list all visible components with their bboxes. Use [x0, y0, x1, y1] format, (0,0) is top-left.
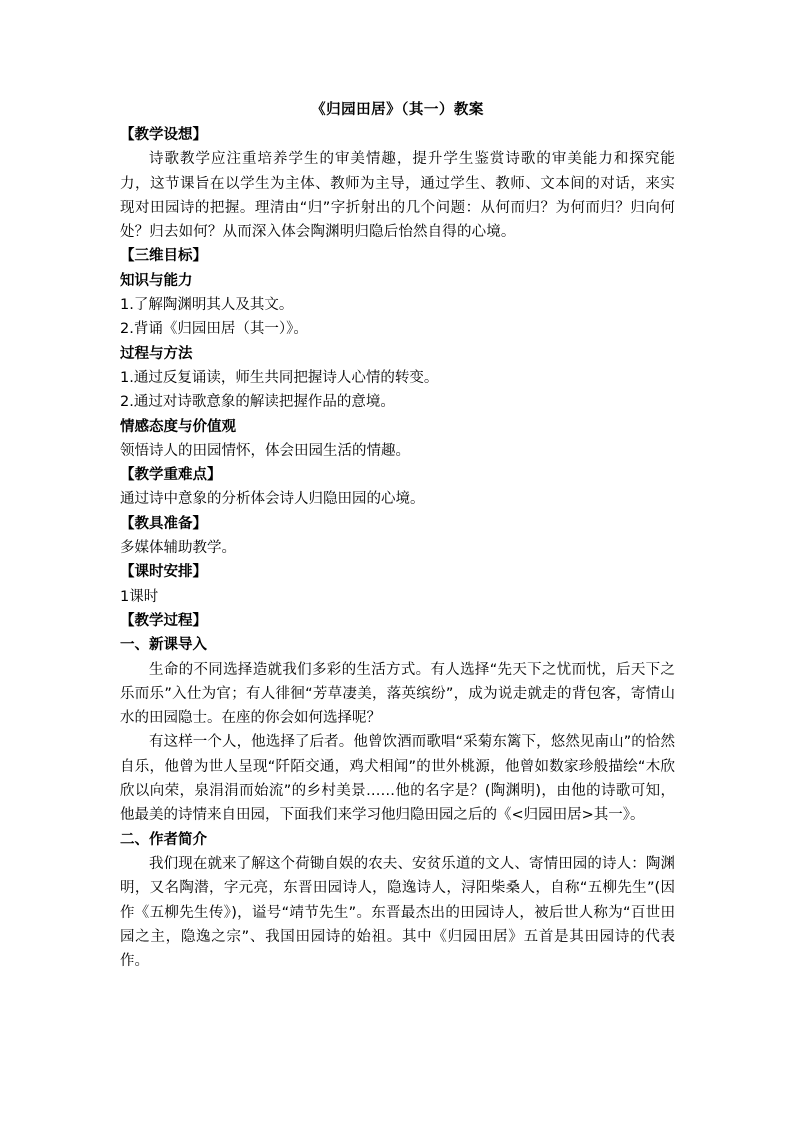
paragraph-intro-1: 生命的不同选择造就我们多彩的生活方式。有人选择“先天下之忧而忧，后天下之乐而乐”入仕为官；有人徘徊“芳草凄美，落英缤纷”，成为说走就走的背包客，寄情山水的田园隐士。在座的你会如何选择呢？ — [120, 661, 675, 727]
paragraph-author: 我们现在就来了解这个荷锄自娱的农夫、安贫乐道的文人、寄情田园的诗人：陶渊明，又名陶潜，字元亮，东晋田园诗人，隐逸诗人，浔阳柴桑人，自称“五柳先生”(因作《五柳先生传》)，谥号“靖节先生”。东晋最杰出的田园诗人，被后世人称为“百世田园之主，隐逸之宗”、我国田园诗的始祖。其中《归园田居》五首是其田园诗的代表作。 — [120, 855, 675, 970]
section-heading-key-points: 【教学重难点】 — [120, 467, 222, 484]
goal-item: 领悟诗人的田园情怀，体会田园生活的情趣。 — [120, 442, 410, 459]
goal-item: 1.了解陶渊明其人及其文。 — [120, 297, 294, 314]
goal-item: 2.背诵《归园田居（其一）》。 — [120, 321, 308, 338]
goal-item: 2.通过对诗歌意象的解读把握作品的意境。 — [120, 394, 395, 411]
tools-text: 多媒体辅助教学。 — [120, 540, 236, 557]
goal-item: 1.通过反复诵读，师生共同把握诗人心情的转变。 — [120, 369, 439, 386]
page-title: 《归园田居》（其一）教案 — [311, 102, 484, 118]
part-heading-author: 二、作者简介 — [120, 831, 207, 848]
subheading-knowledge: 知识与能力 — [120, 272, 193, 289]
section-heading-goals: 【三维目标】 — [120, 248, 207, 265]
subheading-emotion: 情感态度与价值观 — [120, 418, 236, 435]
section-heading-time: 【课时安排】 — [120, 564, 207, 581]
section-heading-tools: 【教具准备】 — [120, 515, 207, 532]
subheading-process: 过程与方法 — [120, 345, 193, 362]
part-heading-intro: 一、新课导入 — [120, 637, 207, 654]
key-points-text: 通过诗中意象的分析体会诗人归隐田园的心境。 — [120, 491, 425, 508]
section-heading-process: 【教学过程】 — [120, 612, 207, 629]
section-heading-design: 【教学设想】 — [120, 127, 207, 143]
document-page — [120, 98, 675, 973]
paragraph-intro-2: 有这样一个人，他选择了后者。他曾饮酒而歌唱“采菊东篱下，悠然见南山”的恰然自乐，他曾为世人呈现“阡陌交通，鸡犬相闻”的世外桃源，他曾如数家珍般描绘“木欣欣以向荣，泉涓涓而始流”的乡村美景……他的名字是？(陶渊明)，由他的诗歌可知，他最美的诗情来自田园，下面我们来学习他归隐田园之后的《<归园田居>其一》。 — [120, 734, 675, 824]
paragraph-design: 诗歌教学应注重培养学生的审美情趣，提升学生鉴赏诗歌的审美能力和探究能力，这节课旨在以学生为主体、教师为主导，通过学生、教师、文本间的对话，来实现对田园诗的把握。理清由“归”字折射出的几个问题：从何而归？为何而归？归向何处？归去如何？从而深入体会陶渊明归隐后怡然自得的心境。 — [120, 151, 675, 241]
time-text: 1课时 — [120, 588, 159, 605]
